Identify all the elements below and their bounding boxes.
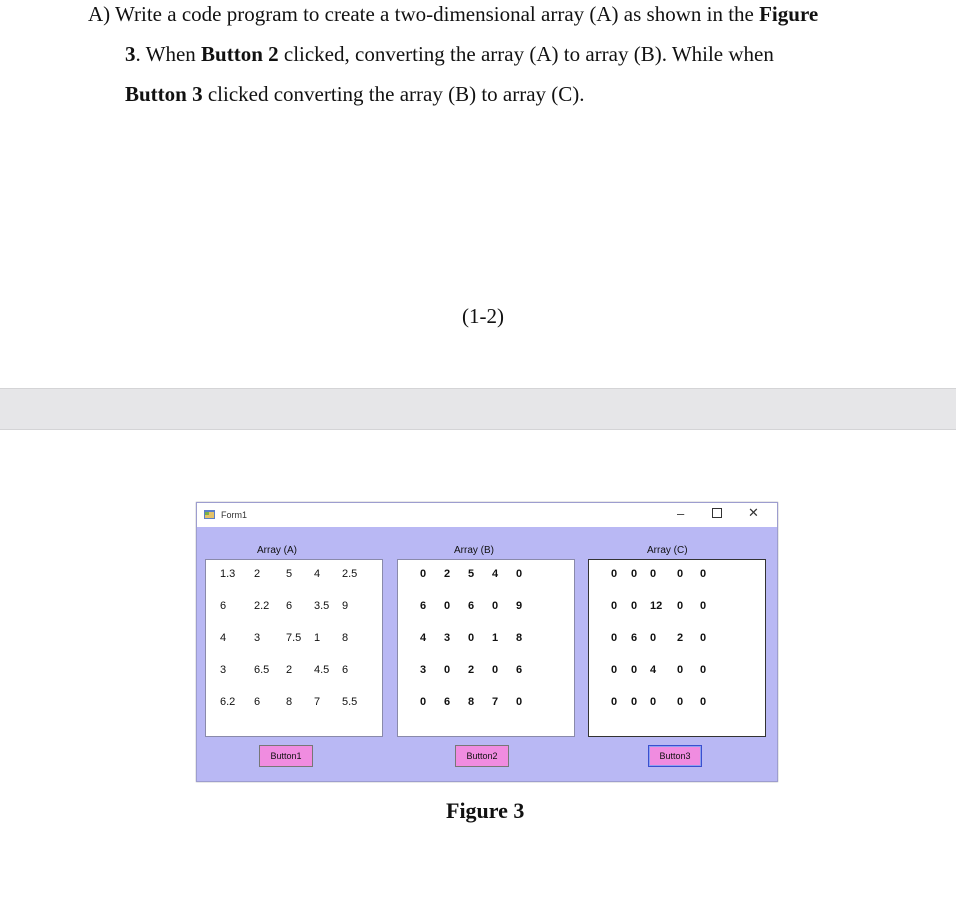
form-icon (204, 510, 215, 519)
array-a-cell: 2 (254, 568, 261, 580)
array-b-cell: 0 (444, 664, 451, 676)
question-button3-ref: Button 3 (125, 82, 203, 106)
question-figure-word: Figure (759, 2, 819, 26)
array-c-cell: 0 (611, 664, 618, 676)
array-a-cell: 2 (286, 664, 293, 676)
array-b-cell: 8 (468, 696, 475, 708)
array-a-cell: 5.5 (342, 696, 358, 708)
array-a-cell: 6 (286, 600, 293, 612)
form-window (196, 502, 778, 782)
question-line-2-b: clicked, converting the array (A) to array (B). While when (283, 42, 774, 66)
array-b-cell: 6 (516, 664, 523, 676)
array-a-cell: 3 (254, 632, 261, 644)
array-b-cell: 3 (444, 632, 451, 644)
array-b-cell: 0 (420, 568, 427, 580)
array-c-cell: 6 (631, 632, 638, 644)
array-b-cell: 0 (420, 696, 427, 708)
array-c-cell: 2 (677, 632, 684, 644)
array-b-cell: 3 (420, 664, 427, 676)
array-b-cell: 0 (468, 632, 475, 644)
question-line-1 (88, 2, 956, 27)
array-c-cell: 0 (631, 568, 638, 580)
array-c-cell: 0 (700, 696, 707, 708)
array-c-cell: 0 (677, 664, 684, 676)
button2[interactable]: Button2 (455, 745, 509, 767)
array-c-cell: 0 (650, 632, 657, 644)
array-c-cell: 0 (631, 664, 638, 676)
array-b-cell: 4 (492, 568, 499, 580)
panel-array-a (205, 559, 383, 737)
button1[interactable]: Button1 (259, 745, 313, 767)
array-c-cell: 0 (650, 696, 657, 708)
array-b-cell: 8 (516, 632, 523, 644)
array-a-cell: 4 (220, 632, 227, 644)
array-a-cell: 6.2 (220, 696, 236, 708)
array-a-cell: 3.5 (314, 600, 330, 612)
array-b-cell: 7 (492, 696, 499, 708)
array-a-cell: 7 (314, 696, 321, 708)
label-array-b: Array (B) (454, 545, 494, 556)
array-a-cell: 8 (286, 696, 293, 708)
array-a-cell: 4 (314, 568, 321, 580)
label-array-a: Array (A) (257, 545, 297, 556)
array-c-cell: 0 (611, 568, 618, 580)
panel-array-c (588, 559, 766, 737)
array-c-cell: 0 (631, 696, 638, 708)
array-b-cell: 0 (516, 696, 523, 708)
minimize-button[interactable]: – (677, 506, 685, 521)
question-line-3-rest: clicked converting the array (B) to array (C). (207, 82, 585, 106)
question-figure-number: 3 (125, 42, 136, 66)
array-c-cell: 0 (611, 632, 618, 644)
panel-array-b (397, 559, 575, 737)
window-title: Form1 (221, 510, 248, 520)
array-b-cell: 6 (444, 696, 451, 708)
close-button[interactable]: ✕ (748, 505, 759, 520)
array-b-cell: 4 (420, 632, 427, 644)
array-b-cell: 6 (468, 600, 475, 612)
array-a-cell: 6 (220, 600, 227, 612)
array-b-cell: 1 (492, 632, 499, 644)
array-b-cell: 0 (444, 600, 451, 612)
array-c-cell: 0 (700, 568, 707, 580)
array-b-cell: 5 (468, 568, 475, 580)
question-line-2-a: . When (135, 42, 196, 66)
array-b-cell: 2 (444, 568, 451, 580)
array-a-cell: 1.3 (220, 568, 236, 580)
array-a-cell: 6 (342, 664, 349, 676)
array-c-cell: 0 (700, 632, 707, 644)
title-bar (197, 503, 777, 527)
array-b-cell: 9 (516, 600, 523, 612)
question-button2-ref: Button 2 (201, 42, 279, 66)
array-a-cell: 4.5 (314, 664, 330, 676)
array-a-cell: 2.2 (254, 600, 270, 612)
array-c-cell: 0 (677, 600, 684, 612)
array-a-cell: 6.5 (254, 664, 270, 676)
array-c-cell: 0 (650, 568, 657, 580)
maximize-button[interactable] (712, 508, 722, 518)
separator-band (0, 388, 956, 430)
array-c-cell: 0 (700, 664, 707, 676)
question-line-1-text: A) Write a code program to create a two-dimensional array (A) as shown in the (88, 2, 754, 26)
array-a-cell: 7.5 (286, 632, 302, 644)
array-a-cell: 3 (220, 664, 227, 676)
array-c-cell: 0 (611, 696, 618, 708)
array-b-cell: 0 (492, 600, 499, 612)
array-b-cell: 0 (492, 664, 499, 676)
label-array-c: Array (C) (647, 545, 688, 556)
array-a-cell: 8 (342, 632, 349, 644)
array-a-cell: 2.5 (342, 568, 358, 580)
subheading: (1-2) (462, 304, 504, 328)
array-b-cell: 2 (468, 664, 475, 676)
array-a-cell: 1 (314, 632, 321, 644)
array-a-cell: 9 (342, 600, 349, 612)
array-c-cell: 4 (650, 664, 657, 676)
array-a-cell: 5 (286, 568, 293, 580)
array-b-cell: 0 (516, 568, 523, 580)
question-line-2 (125, 42, 885, 67)
array-c-cell: 0 (700, 600, 707, 612)
button3[interactable]: Button3 (648, 745, 702, 767)
figure-caption: Figure 3 (446, 798, 525, 823)
array-c-cell: 12 (650, 600, 663, 612)
array-c-cell: 0 (611, 600, 618, 612)
array-c-cell: 0 (631, 600, 638, 612)
array-b-cell: 6 (420, 600, 427, 612)
array-c-cell: 0 (677, 696, 684, 708)
array-a-cell: 6 (254, 696, 261, 708)
array-c-cell: 0 (677, 568, 684, 580)
question-line-3 (125, 82, 956, 107)
